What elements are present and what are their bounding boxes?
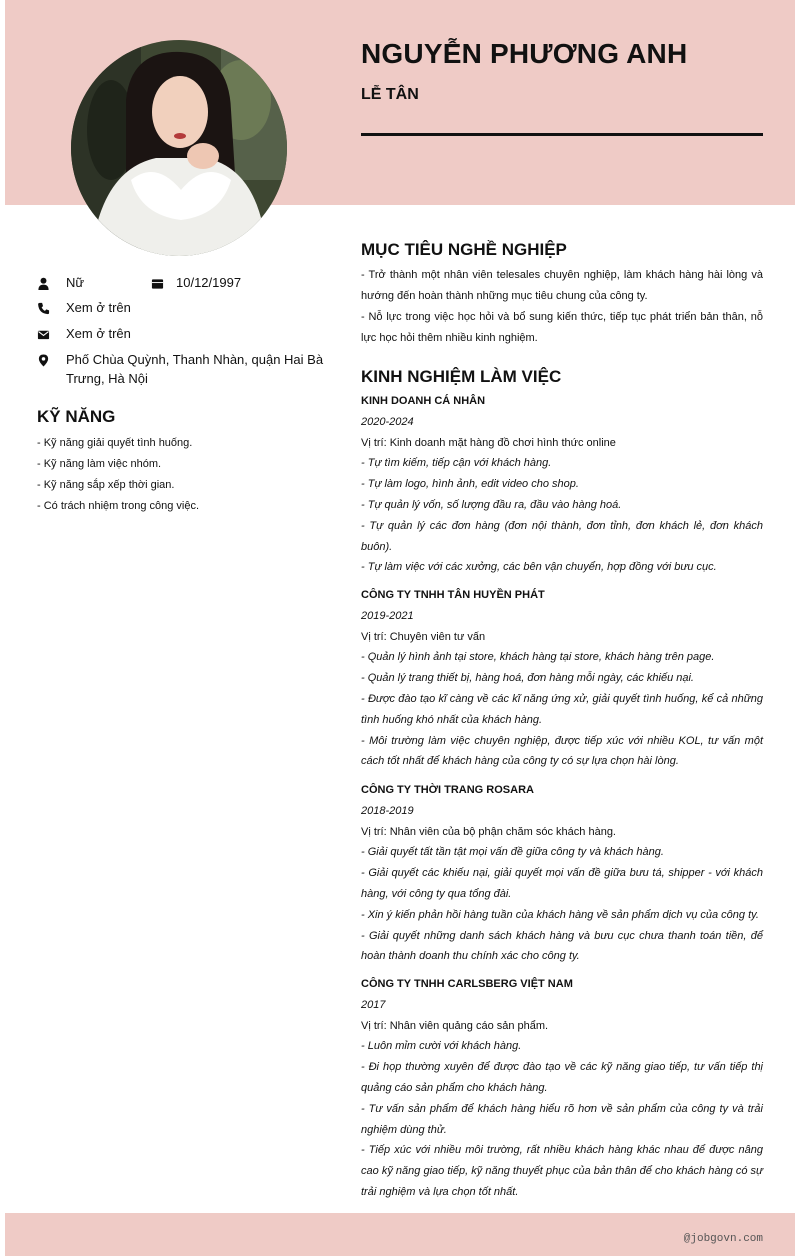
job-duty: - Tự quản lý các đơn hàng (đơn nội thành, đơn tỉnh, đơn khách lẻ, đơn khách buôn). [361,519,763,553]
job-entry [361,585,763,772]
address-line-2: Trưng, Hà Nội [66,371,148,386]
objective-item: - Trở thành một nhân viên telesales chuyên nghiệp, làm khách hàng hài lòng và hướng đến hoàn thành những mục tiêu chung của công ty. [361,269,763,302]
footer-band [5,1213,795,1256]
calendar-icon [150,276,164,290]
objective-item: - Nỗ lực trong việc học hỏi và bổ sung kiến thức, tiếp tục phát triển bản thân, nỗ lực học hỏi thêm nhiều kinh nghiệm. [361,311,763,344]
job-duty: - Đi họp thường xuyên để được đào tạo về các kỹ năng giao tiếp, tư vấn tiếp thị quảng cáo sản phẩm cho khách hàng. [361,1061,763,1094]
job-duty: - Tiếp xúc với nhiều môi trường, rất nhiều khách hàng khác nhau để được nâng cao kỹ năng giao tiếp, kỹ năng thuyết phục của bản thân để cho khách hàng có sự trải nghiệm và lựa chọn tốt nhất. [361,1144,763,1198]
skill-item: - Kỹ năng giải quyết tình huống. [37,437,193,449]
job-duty: - Môi trường làm việc chuyên nghiệp, được tiếp xúc với nhiều KOL, tư vấn một cách tốt nhất để khách hàng của công ty có sự lựa chọn hài lòng. [361,734,763,768]
job-company: CÔNG TY THỜI TRANG ROSARA [361,784,534,796]
job-duty: - Giải quyết những danh sách khách hàng và bưu cục chưa thanh toán tiền, để hoàn thành doanh thu chính xác cho công ty. [361,929,763,963]
job-period: 2020-2024 [361,415,414,428]
skills-title: KỸ NĂNG [37,407,116,426]
address-line-1: Phố Chùa Quỳnh, Thanh Nhàn, quận Hai Bà [66,352,324,367]
job-duty: - Được đào tạo kĩ càng về các kĩ năng ứng xử, giải quyết tình huống, kể cả những tình huống khó nhất của khách hàng. [361,692,763,726]
job-position: Vị trí: Chuyên viên tư vấn [361,630,486,643]
job-period: 2017 [361,998,386,1011]
location-pin-icon [36,353,50,367]
job-duty: - Tự làm logo, hình ảnh, edit video cho shop. [361,478,579,491]
job-entry [361,780,763,967]
job-duty: - Tự làm việc với các xưởng, các bên vận chuyển, hợp đồng với bưu cục. [361,561,717,574]
header-divider [361,133,763,136]
job-company: KINH DOANH CÁ NHÂN [361,395,486,407]
experience-title: KINH NGHIỆM LÀM VIỆC [361,367,562,386]
job-duty: - Quản lý hình ảnh tại store, khách hàng tại store, khách hàng trên page. [361,651,715,664]
job-duty: - Quản lý trang thiết bị, hàng hoá, đơn hàng mỗi ngày, các khiếu nại. [361,672,694,685]
job-entry [361,391,763,578]
job-duty: - Tự tìm kiếm, tiếp cận với khách hàng. [361,457,552,470]
phone-icon [36,301,50,315]
email-icon [36,327,50,341]
candidate-role: LỄ TÂN [361,86,419,103]
job-duty: - Tự quản lý vốn, số lượng đầu ra, đầu vào hàng hoá. [361,498,622,511]
job-entry [361,974,763,1203]
job-duty: - Giải quyết tất tần tật mọi vấn đề giữa công ty và khách hàng. [361,846,664,859]
user-icon [36,276,50,290]
objective-body [361,265,763,349]
job-duty: - Xin ý kiến phản hồi hàng tuần của khách hàng về sản phẩm dịch vụ của công ty. [361,908,759,921]
job-duty: - Giải quyết các khiếu nại, giải quyết mọi vấn đề giữa bưu tá, shipper - với khách hàng, với công ty qua tổng đài. [361,867,763,900]
job-duty: - Tư vấn sản phẩm để khách hàng hiểu rõ hơn về sản phẩm của công ty và trải nghiệm dùng thử. [361,1102,763,1136]
job-position: Vị trí: Nhân viên quảng cáo sản phẩm. [361,1019,549,1032]
job-company: CÔNG TY TNHH CARLSBERG VIỆT NAM [361,978,573,990]
skill-item: - Có trách nhiệm trong công việc. [37,500,200,512]
objective-title: MỤC TIÊU NGHỀ NGHIỆP [361,240,567,259]
skill-item: - Kỹ năng làm việc nhóm. [37,458,162,470]
skill-item: - Kỹ năng sắp xếp thời gian. [37,479,175,491]
job-duty: - Luôn mỉm cười với khách hàng. [361,1040,522,1053]
phone-value: Xem ở trên [66,300,131,315]
job-company: CÔNG TY TNHH TÂN HUYỀN PHÁT [361,589,545,601]
job-period: 2018-2019 [361,804,414,817]
job-period: 2019-2021 [361,609,414,622]
profile-photo [71,40,287,256]
birthdate-value: 10/12/1997 [176,275,242,290]
job-position: Vị trí: Nhân viên của bộ phận chăm sóc khách hàng. [361,825,616,838]
email-value: Xem ở trên [66,326,131,341]
gender-value: Nữ [66,275,85,290]
job-position: Vị trí: Kinh doanh mặt hàng đồ chơi hình thức online [361,436,616,449]
candidate-name: NGUYỄN PHƯƠNG ANH [361,38,688,69]
footer-credit: @jobgovn.com [683,1233,763,1245]
